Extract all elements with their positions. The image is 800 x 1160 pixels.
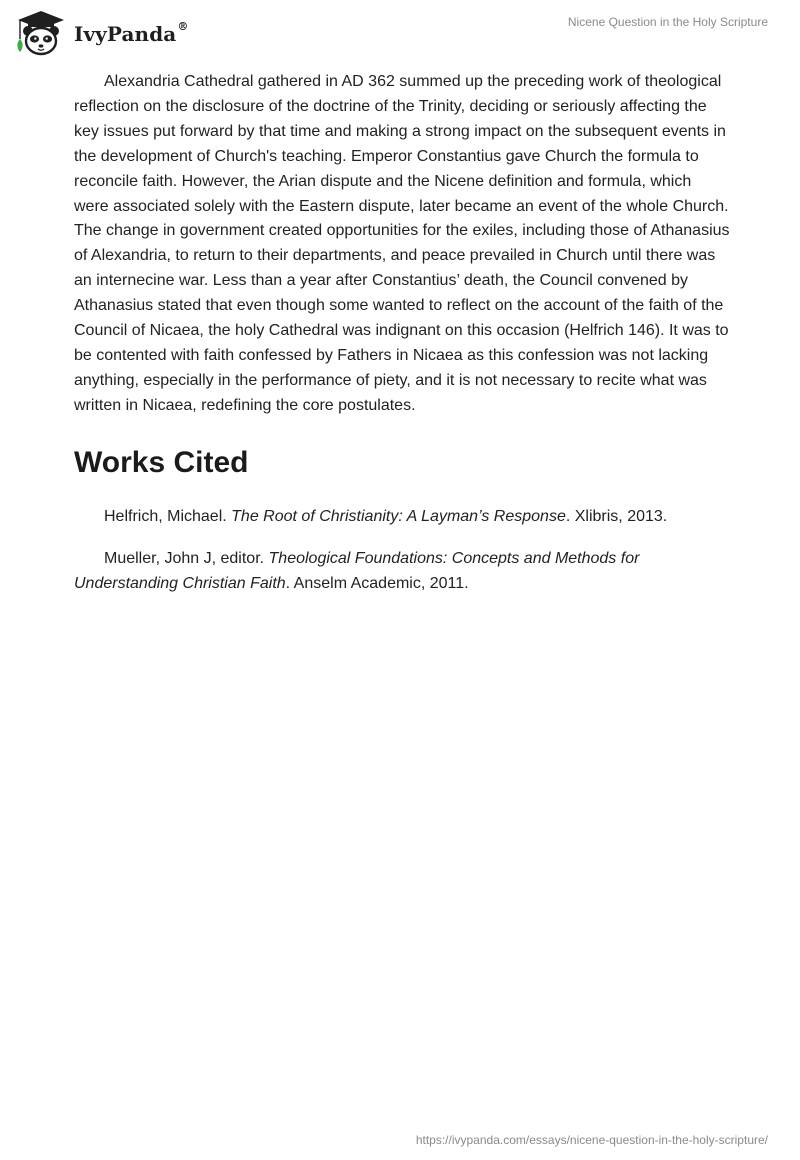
brand-name (74, 22, 188, 46)
citation-entry (74, 505, 730, 530)
citation-entry (74, 547, 730, 597)
citation-publisher: . Xlibris, 2013. (565, 507, 668, 525)
citation-title: Theological Foundations: Concepts and Methods for Understanding Christian Faith (74, 549, 640, 592)
brand-name-text: IvyPanda (74, 22, 177, 46)
source-url[interactable]: https://ivypanda.com/essays/nicene-question-in-the-holy-scripture/ (415, 1133, 768, 1147)
citation-publisher: . Anselm Academic, 2011. (285, 574, 469, 592)
registered-mark: ® (177, 20, 189, 34)
essay-content (74, 70, 730, 596)
brand-logo[interactable] (14, 9, 188, 57)
citation-author: Mueller, John J, editor. (104, 549, 269, 567)
works-cited-heading: Works Cited (74, 445, 249, 479)
page-header (0, 0, 800, 64)
panda-graduate-icon (14, 9, 68, 57)
body-paragraph: Alexandria Cathedral gathered in AD 362 summed up the preceding work of theological reflection on the disclosure of the doctrine of the Trinity, deciding or seriously affecting the key issues put forward by that time and making a strong impact on the subsequent events in the development of Church's teaching. Emperor Constantius gave Church the formula to reconcile faith. However, the Arian dispute and the Nicene definition and formula, which were associated solely with the Eastern dispute, later became an event of the whole Church. The change in government created opportunities for the exiles, including those of Athanasius of Alexandria, to return to their departments, and peace prevailed in Church until there was an internecine war. Less than a year after Constantius’ death, the Council convened by Athanasius stated that even though some wanted to reflect on the account of the faith of the Council of Nicaea, the holy Cathedral was indignant on this occasion (Helfrich 146). It was to be contented with faith confessed by Fathers in Nicaea as this confession was not lacking anything, especially in the performance of piety, and it is not necessary to recite what was written in Nicaea, redefining the core postulates. (74, 73, 730, 414)
citation-author: Helfrich, Michael. (104, 507, 232, 525)
running-title: Nicene Question in the Holy Scripture (567, 15, 768, 29)
citation-title: The Root of Christianity: A Layman’s Response (231, 507, 566, 525)
